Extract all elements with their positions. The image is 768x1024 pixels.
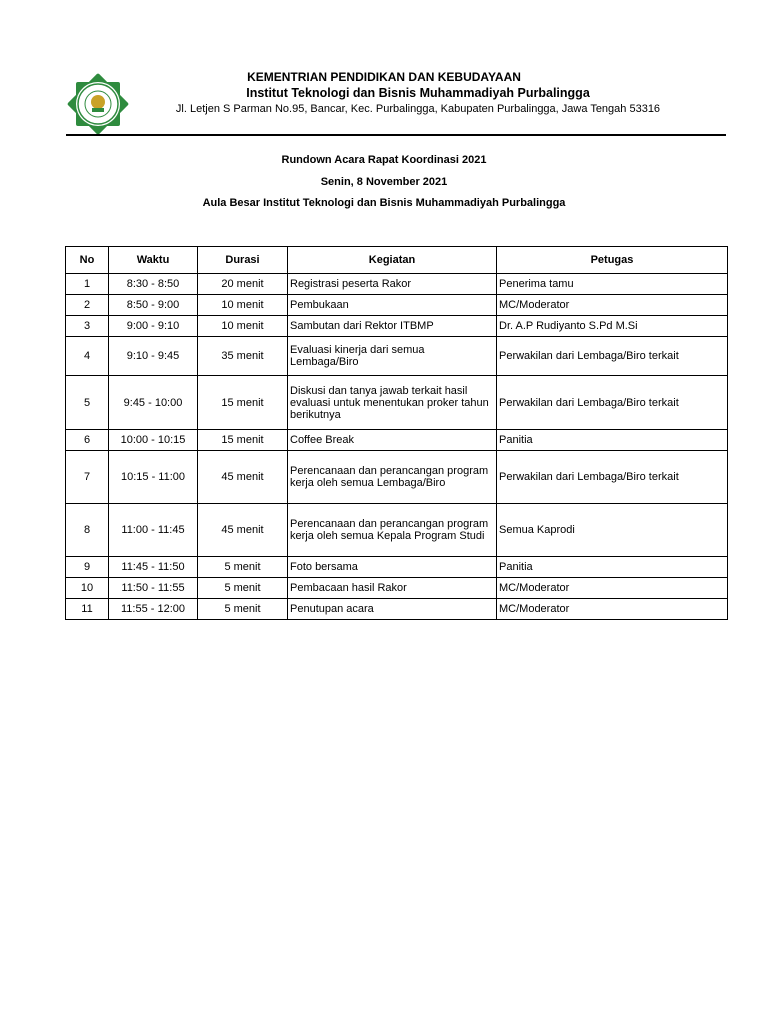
cell-waktu: 10:00 - 10:15 (109, 430, 198, 451)
cell-no: 1 (66, 274, 109, 295)
cell-petugas: Panitia (497, 430, 728, 451)
cell-no: 6 (66, 430, 109, 451)
table-row (66, 451, 728, 504)
cell-no: 8 (66, 504, 109, 557)
table-row (66, 557, 728, 578)
cell-kegiatan: Registrasi peserta Rakor (288, 274, 497, 295)
cell-no: 10 (66, 578, 109, 599)
cell-waktu: 9:10 - 9:45 (109, 337, 198, 376)
cell-waktu: 9:00 - 9:10 (109, 316, 198, 337)
table-row (66, 337, 728, 376)
cell-kegiatan: Pembacaan hasil Rakor (288, 578, 497, 599)
cell-durasi: 45 menit (198, 504, 288, 557)
cell-petugas: Semua Kaprodi (497, 504, 728, 557)
cell-no: 5 (66, 376, 109, 430)
cell-kegiatan: Perencanaan dan perancangan program kerja oleh semua Kepala Program Studi (288, 504, 497, 557)
cell-no: 3 (66, 316, 109, 337)
table-row (66, 316, 728, 337)
cell-kegiatan: Penutupan acara (288, 599, 497, 620)
cell-durasi: 5 menit (198, 557, 288, 578)
cell-kegiatan: Evaluasi kinerja dari semua Lembaga/Biro (288, 337, 497, 376)
header-no: No (66, 247, 109, 274)
header-divider (66, 134, 726, 136)
table-header-row (66, 247, 728, 274)
table-row (66, 578, 728, 599)
institution-address: Jl. Letjen S Parman No.95, Bancar, Kec. Purbalingga, Kabupaten Purbalingga, Jawa Tengah 53316 (175, 103, 661, 115)
cell-no: 7 (66, 451, 109, 504)
table-row (66, 599, 728, 620)
cell-waktu: 11:00 - 11:45 (109, 504, 198, 557)
cell-waktu: 10:15 - 11:00 (109, 451, 198, 504)
cell-kegiatan: Coffee Break (288, 430, 497, 451)
cell-waktu: 11:45 - 11:50 (109, 557, 198, 578)
cell-kegiatan: Pembukaan (288, 295, 497, 316)
table-row (66, 430, 728, 451)
cell-durasi: 5 menit (198, 599, 288, 620)
cell-waktu: 8:50 - 9:00 (109, 295, 198, 316)
letterhead (0, 0, 768, 140)
cell-durasi: 10 menit (198, 316, 288, 337)
cell-petugas: Perwakilan dari Lembaga/Biro terkait (497, 451, 728, 504)
rundown-table (65, 246, 728, 620)
event-title: Rundown Acara Rapat Koordinasi 2021 (281, 154, 487, 166)
cell-kegiatan: Foto bersama (288, 557, 497, 578)
table-row (66, 274, 728, 295)
table-row (66, 504, 728, 557)
institution-name: Institut Teknologi dan Bisnis Muhammadiyah Purbalingga (246, 86, 590, 100)
cell-kegiatan: Diskusi dan tanya jawab terkait hasil evaluasi untuk menentukan proker tahun berikutnya (288, 376, 497, 430)
cell-no: 4 (66, 337, 109, 376)
cell-durasi: 10 menit (198, 295, 288, 316)
cell-durasi: 45 menit (198, 451, 288, 504)
cell-durasi: 20 menit (198, 274, 288, 295)
header-kegiatan: Kegiatan (288, 247, 497, 274)
ministry-name: KEMENTRIAN PENDIDIKAN DAN KEBUDAYAAN (247, 70, 521, 84)
cell-durasi: 15 menit (198, 376, 288, 430)
table-row (66, 295, 728, 316)
cell-waktu: 11:50 - 11:55 (109, 578, 198, 599)
cell-waktu: 11:55 - 12:00 (109, 599, 198, 620)
header-waktu: Waktu (109, 247, 198, 274)
cell-petugas: MC/Moderator (497, 578, 728, 599)
cell-no: 9 (66, 557, 109, 578)
cell-petugas: MC/Moderator (497, 599, 728, 620)
cell-petugas: Panitia (497, 557, 728, 578)
cell-kegiatan: Sambutan dari Rektor ITBMP (288, 316, 497, 337)
cell-petugas: Dr. A.P Rudiyanto S.Pd M.Si (497, 316, 728, 337)
cell-petugas: MC/Moderator (497, 295, 728, 316)
table-row (66, 376, 728, 430)
event-date: Senin, 8 November 2021 (320, 176, 448, 188)
cell-kegiatan: Perencanaan dan perancangan program kerja oleh semua Lembaga/Biro (288, 451, 497, 504)
cell-no: 2 (66, 295, 109, 316)
cell-durasi: 35 menit (198, 337, 288, 376)
cell-waktu: 9:45 - 10:00 (109, 376, 198, 430)
cell-waktu: 8:30 - 8:50 (109, 274, 198, 295)
cell-no: 11 (66, 599, 109, 620)
cell-petugas: Penerima tamu (497, 274, 728, 295)
cell-durasi: 15 menit (198, 430, 288, 451)
cell-petugas: Perwakilan dari Lembaga/Biro terkait (497, 376, 728, 430)
event-venue: Aula Besar Institut Teknologi dan Bisnis Muhammadiyah Purbalingga (202, 197, 566, 209)
cell-petugas: Perwakilan dari Lembaga/Biro terkait (497, 337, 728, 376)
header-petugas: Petugas (497, 247, 728, 274)
header-durasi: Durasi (198, 247, 288, 274)
cell-durasi: 5 menit (198, 578, 288, 599)
